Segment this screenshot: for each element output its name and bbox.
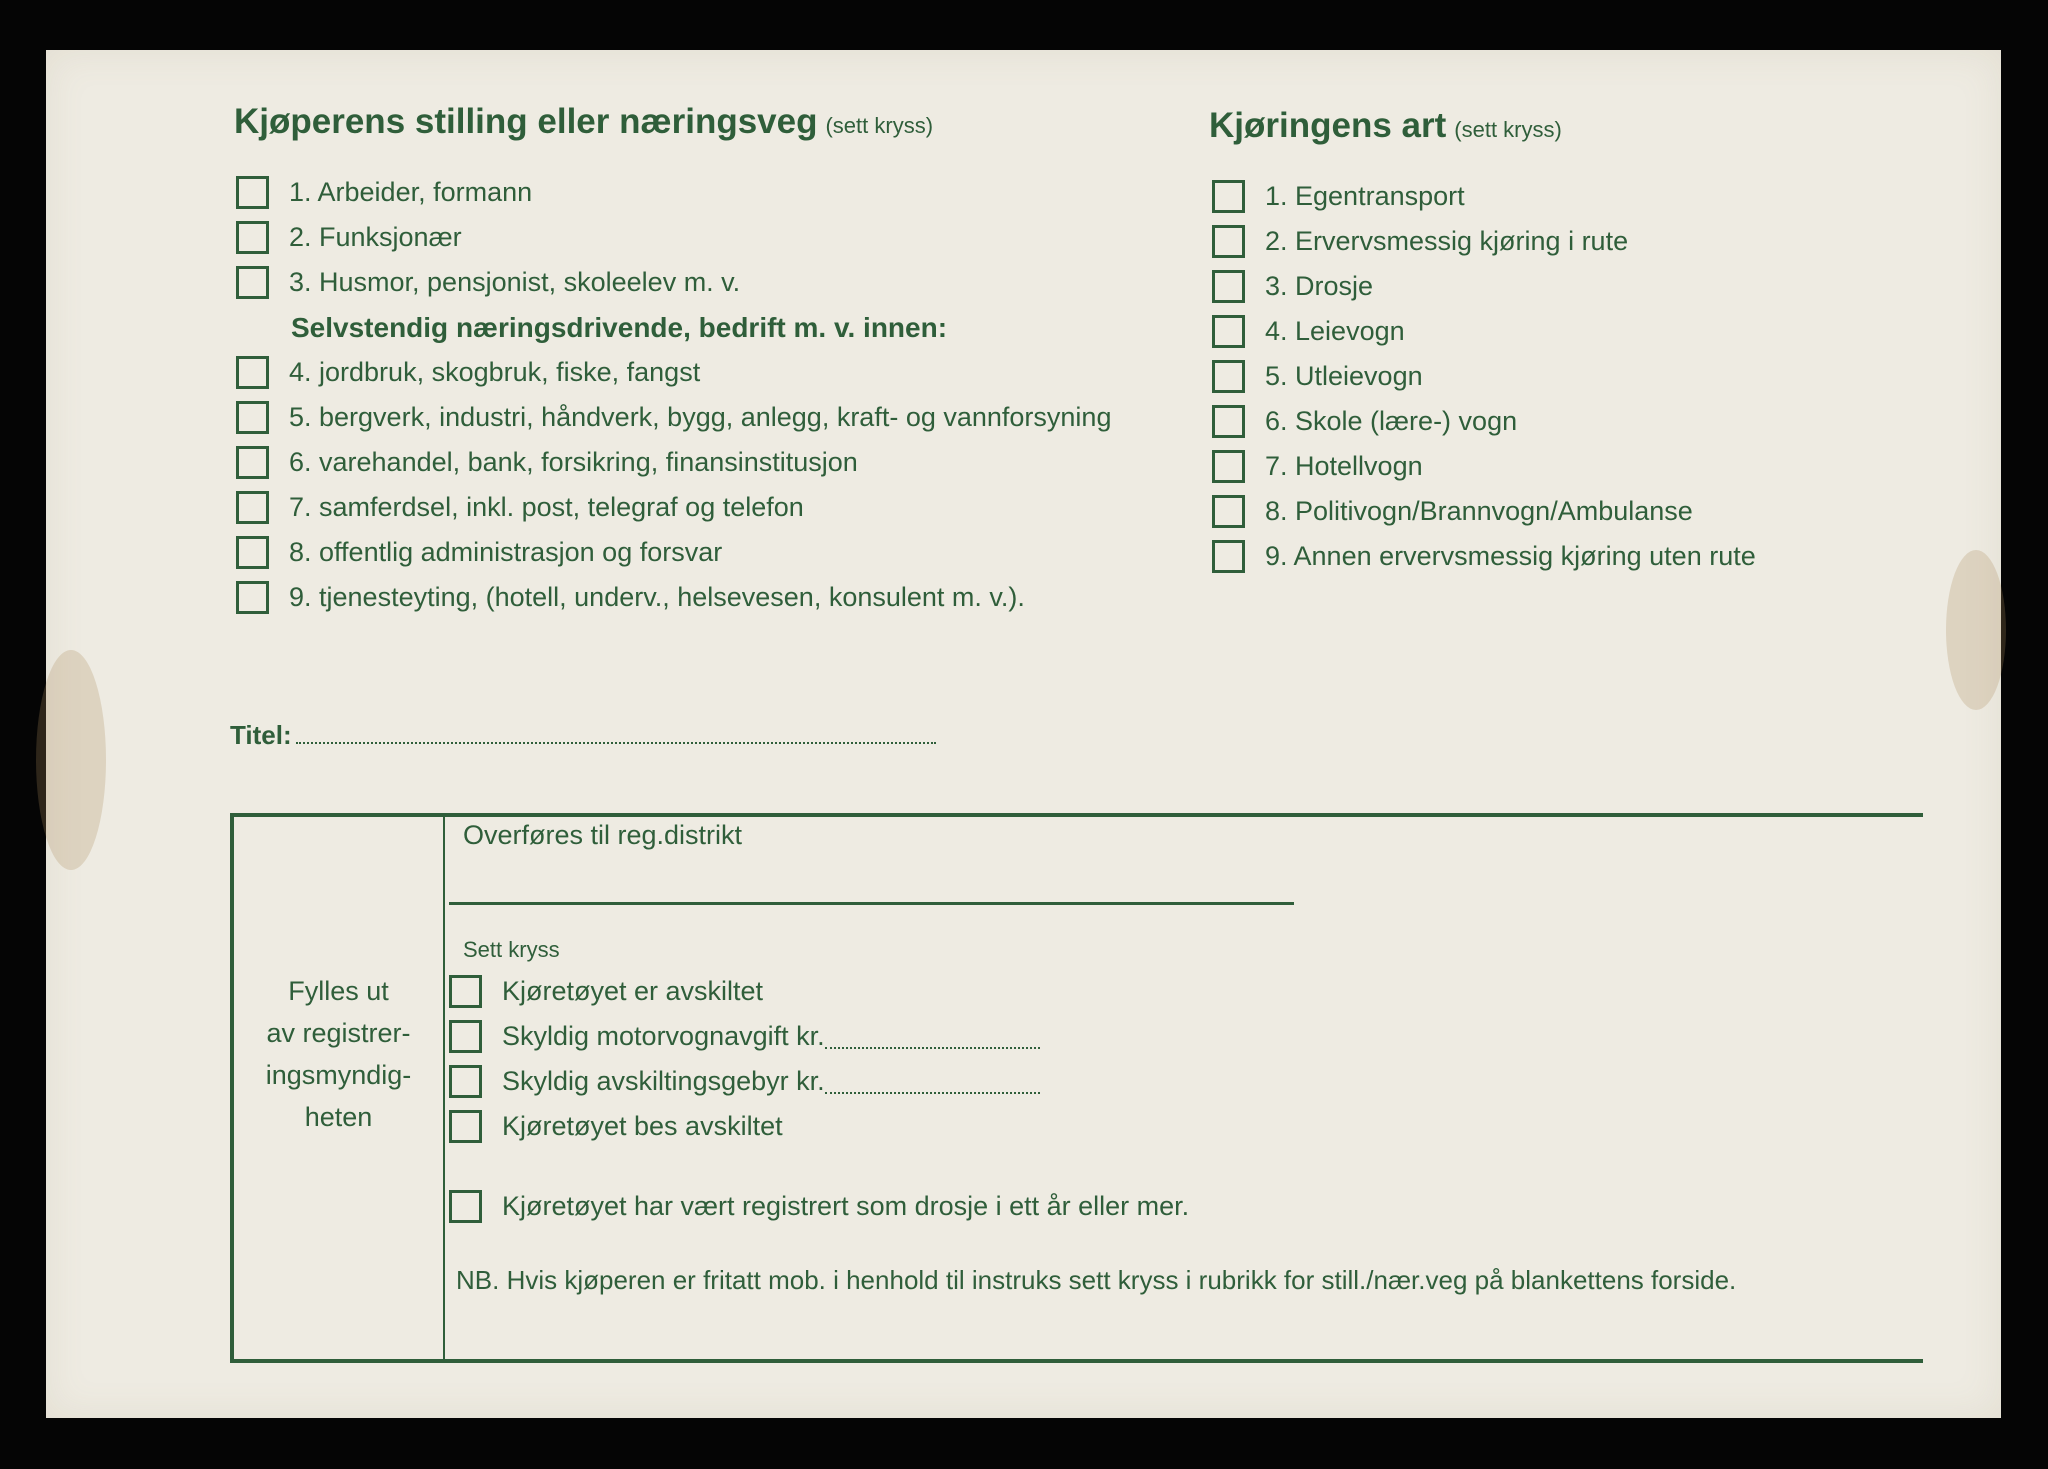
occupation-option-1[interactable] (236, 176, 532, 209)
transfer-district-label: Overføres til reg.distrikt (463, 820, 743, 850)
option-label: Kjøretøyet bes avskiltet (502, 1111, 783, 1141)
titel-field[interactable] (296, 722, 936, 744)
option-label: 6. varehandel, bank, forsikring, finansinstitusjon (289, 447, 858, 477)
option-label: 2. Funksjonær (289, 222, 462, 252)
registry-authority-note: Fylles ut av registrer- ingsmyndig- heten (265, 976, 412, 1132)
option-label: 3. Drosje (1265, 271, 1374, 301)
option-label: 9. tjenesteyting, (hotell, underv., helsevesen, konsulent m. v.). (289, 582, 1025, 612)
option-label: 1. Egentransport (1265, 181, 1465, 211)
driving-type-hint: (sett kryss) (1454, 117, 1562, 142)
checkbox[interactable] (236, 536, 269, 569)
checkbox[interactable] (449, 1065, 482, 1098)
check-request-deregistration[interactable] (449, 1110, 783, 1143)
check-deregistered[interactable] (449, 975, 763, 1008)
driving-option-8[interactable] (1212, 495, 1693, 528)
option-label: 7. Hotellvogn (1265, 451, 1423, 481)
registry-box-bottom-border (230, 1359, 1923, 1363)
check-deregistration-fee-owed[interactable] (449, 1065, 1040, 1098)
occupation-option-8[interactable] (236, 536, 722, 569)
driving-type-title: Kjøringens art (sett kryss) (1209, 106, 1562, 145)
option-label: 5. bergverk, industri, håndverk, bygg, anlegg, kraft- og vannforsyning (289, 402, 1112, 432)
option-label: Skyldig avskiltingsgebyr kr. (502, 1066, 825, 1096)
checkbox[interactable] (236, 401, 269, 434)
checkbox[interactable] (449, 1110, 482, 1143)
checkbox[interactable] (236, 221, 269, 254)
occupation-option-9[interactable] (236, 581, 1025, 614)
occupation-option-6[interactable] (236, 446, 858, 479)
option-label: 7. samferdsel, inkl. post, telegraf og telefon (289, 492, 804, 522)
form-sheet (46, 50, 2001, 1418)
driving-option-3[interactable] (1212, 270, 1373, 303)
driving-option-1[interactable] (1212, 180, 1465, 213)
checkbox[interactable] (449, 975, 482, 1008)
checkbox[interactable] (236, 266, 269, 299)
driving-option-6[interactable] (1212, 405, 1517, 438)
occupation-option-3[interactable] (236, 266, 740, 299)
buyer-occupation-hint: (sett kryss) (825, 113, 934, 138)
driving-option-5[interactable] (1212, 360, 1423, 393)
paper-stain (1946, 550, 2006, 710)
self-employed-subheading: Selvstendig næringsdrivende, bedrift m. v. innen: (291, 312, 948, 343)
registry-box-top-border (230, 813, 1923, 817)
deregistration-fee-amount-field[interactable] (825, 1070, 1040, 1094)
driving-option-2[interactable] (1212, 225, 1628, 258)
checkbox[interactable] (236, 356, 269, 389)
driving-option-4[interactable] (1212, 315, 1405, 348)
option-label: 3. Husmor, pensjonist, skoleelev m. v. (289, 267, 741, 297)
registry-box-left-border (230, 813, 234, 1363)
checkbox[interactable] (449, 1020, 482, 1053)
motor-tax-amount-field[interactable] (825, 1025, 1040, 1049)
check-motor-tax-owed[interactable] (449, 1020, 1040, 1053)
checkbox[interactable] (449, 1190, 482, 1223)
checkbox[interactable] (1212, 180, 1245, 213)
checkbox[interactable] (1212, 360, 1245, 393)
sett-kryss-label: Sett kryss (463, 937, 560, 962)
option-label: Kjøretøyet er avskiltet (502, 976, 764, 1006)
driving-option-9[interactable] (1212, 540, 1756, 573)
buyer-occupation-title: Kjøperens stilling eller næringsveg (sett kryss) (234, 102, 934, 141)
checkbox[interactable] (1212, 270, 1245, 303)
checkbox[interactable] (236, 176, 269, 209)
titel-label: Titel: (230, 720, 936, 751)
driving-option-7[interactable] (1212, 450, 1423, 483)
option-label: 4. jordbruk, skogbruk, fiske, fangst (289, 357, 701, 387)
nb-note: NB. Hvis kjøperen er fritatt mob. i henhold til instruks sett kryss i rubrikk for still./nær.veg på blankettens forside. (456, 1265, 1737, 1295)
option-label: Kjøretøyet har vært registrert som drosje i ett år eller mer. (502, 1191, 1190, 1221)
option-label: 8. Politivogn/Brannvogn/Ambulanse (1265, 496, 1693, 526)
occupation-option-2[interactable] (236, 221, 462, 254)
occupation-option-4[interactable] (236, 356, 700, 389)
option-label: 2. Ervervsmessig kjøring i rute (1265, 226, 1629, 256)
option-label: 4. Leievogn (1265, 316, 1405, 346)
option-label: 1. Arbeider, formann (289, 177, 533, 207)
occupation-option-5[interactable] (236, 401, 1111, 434)
checkbox[interactable] (1212, 315, 1245, 348)
checkbox[interactable] (1212, 495, 1245, 528)
checkbox[interactable] (236, 491, 269, 524)
option-label: 6. Skole (lære-) vogn (1265, 406, 1518, 436)
option-label: 8. offentlig administrasjon og forsvar (289, 537, 723, 567)
option-label: 5. Utleievogn (1265, 361, 1423, 391)
registry-box-divider (443, 813, 445, 1363)
occupation-option-7[interactable] (236, 491, 804, 524)
option-label: 9. Annen ervervsmessig kjøring uten rute (1265, 541, 1756, 571)
checkbox[interactable] (1212, 225, 1245, 258)
checkbox[interactable] (1212, 405, 1245, 438)
check-taxi-one-year[interactable] (449, 1190, 1189, 1223)
transfer-district-field-line[interactable] (449, 902, 1294, 905)
checkbox[interactable] (236, 581, 269, 614)
checkbox[interactable] (236, 446, 269, 479)
checkbox[interactable] (1212, 450, 1245, 483)
paper-stain (36, 650, 106, 870)
checkbox[interactable] (1212, 540, 1245, 573)
option-label: Skyldig motorvognavgift kr. (502, 1021, 825, 1051)
